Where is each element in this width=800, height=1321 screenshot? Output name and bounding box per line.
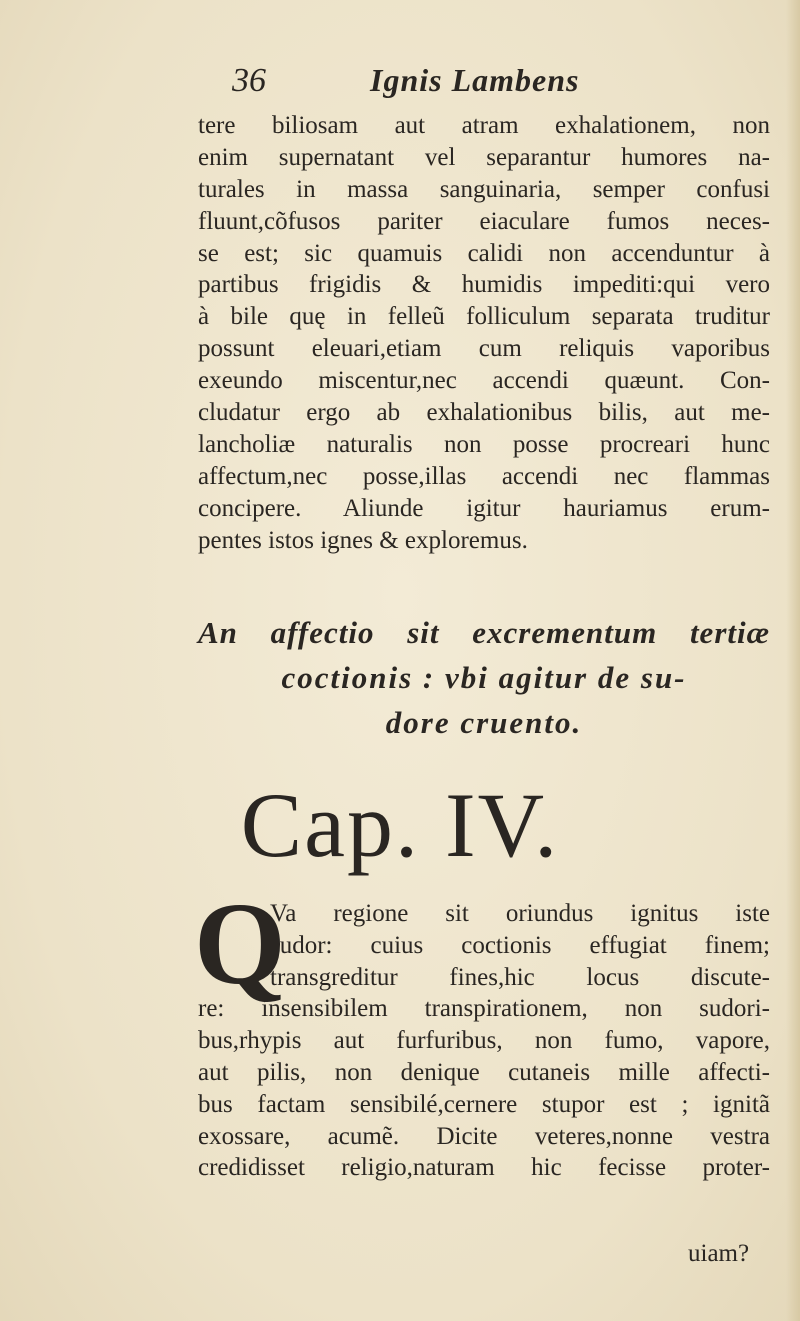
page-edge-shadow	[786, 0, 800, 1321]
text-line: aut pilis, non denique cutaneis mille affecti-	[198, 1058, 770, 1086]
text-line: partibus frigidis & humidis impediti:qui vero	[198, 271, 770, 299]
text-line: exeundo miscentur,nec accendi quæunt. Con-	[198, 367, 770, 395]
drop-cap: Q	[194, 878, 286, 1009]
text-line: Va regione sit oriundus ignitus iste	[270, 900, 770, 927]
section-heading-line: An affectio sit excrementum tertiæ	[198, 615, 770, 650]
text-line: transgreditur fines,hic locus discute-	[270, 963, 770, 991]
text-line: concipere. Aliunde igitur hauriamus erum-	[198, 494, 770, 522]
catchword: uiam?	[688, 1240, 750, 1267]
text-line: lancholiæ naturalis non posse procreari hunc	[198, 430, 770, 458]
text-line: cludatur ergo ab exhalationibus bilis, aut me-	[198, 399, 770, 427]
text-line: re: insensibilem transpirationem, non sudori-	[198, 995, 770, 1023]
text-line: à bile quę in felleũ folliculum separata truditur	[198, 303, 770, 331]
text-line: possunt eleuari,etiam cum reliquis vaporibus	[198, 335, 770, 363]
text-line: affectum,nec posse,illas accendi nec flammas	[198, 462, 770, 490]
page-number: 36	[232, 62, 266, 99]
text-line: turales in massa sanguinaria, semper confusi	[198, 175, 770, 203]
chapter-title: Cap. IV.	[240, 774, 560, 876]
text-line: credidisset religio,naturam hic fecisse proter-	[198, 1154, 770, 1182]
running-head	[0, 62, 800, 102]
chapter-paragraph	[194, 878, 770, 1184]
section-heading	[198, 610, 770, 745]
text-line: sudor: cuius coctionis effugiat finem;	[270, 931, 770, 959]
text-line: fluunt,cõfusos pariter eiaculare fumos neces-	[198, 207, 770, 235]
text-line: enim supernatant vel separantur humores na-	[198, 143, 770, 171]
section-heading-line: coctionis : vbi agitur de su-	[281, 660, 687, 695]
text-line: bus,rhypis aut furfuribus, non fumo, vapore,	[198, 1027, 770, 1055]
text-line: tere biliosam aut atram exhalationem, non	[198, 112, 770, 139]
text-line: se est; sic quamuis calidi non accenduntur à	[198, 239, 770, 267]
body-paragraph	[198, 110, 770, 556]
text-line: exossare, acumẽ. Dicite veteres,nonne vestra	[198, 1122, 770, 1150]
text-line: pentes istos ignes & exploremus.	[198, 526, 528, 554]
running-title: Ignis Lambens	[370, 62, 580, 98]
section-heading-line: dore cruento.	[385, 705, 583, 740]
text-line: bus factam sensibilé,cernere stupor est ; ignitã	[198, 1090, 770, 1118]
